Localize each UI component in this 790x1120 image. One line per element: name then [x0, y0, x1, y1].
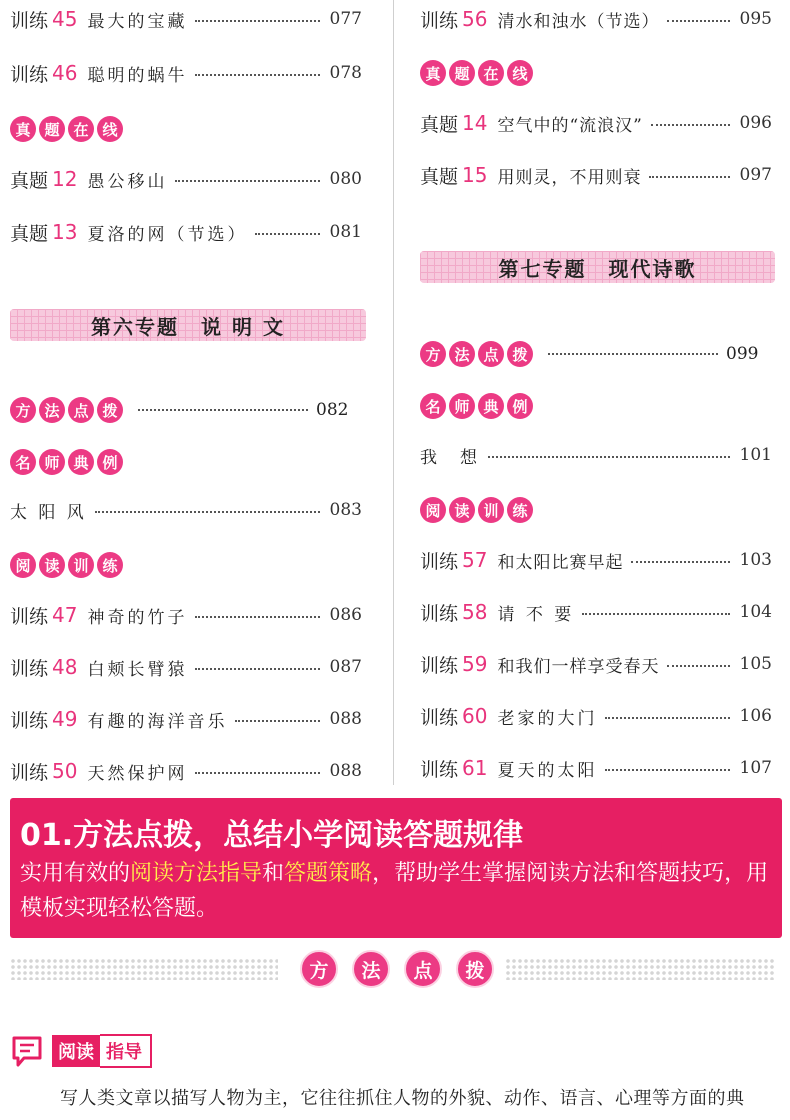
- promo-text: 和: [262, 861, 285, 886]
- entry-label: 训练: [420, 758, 459, 781]
- toc-entry[interactable]: [10, 654, 362, 680]
- entry-number: 48: [52, 655, 78, 679]
- badge-mingshi: [420, 391, 536, 421]
- entry-title: 用则灵，不用则衰: [497, 167, 642, 188]
- toc-entry[interactable]: [420, 162, 772, 188]
- toc-entry[interactable]: [420, 599, 772, 625]
- leader-dots: [235, 720, 320, 722]
- badge-char: 点: [478, 341, 504, 367]
- badge-char: 师: [449, 393, 475, 419]
- entry-page: 078: [329, 63, 362, 83]
- toc-entry[interactable]: [420, 547, 772, 573]
- entry-label: 真题: [420, 165, 459, 188]
- badge-char: 阅: [420, 497, 446, 523]
- entry-number: 61: [462, 756, 488, 780]
- leader-dots: [651, 124, 730, 126]
- badge-char: 例: [507, 393, 533, 419]
- toc-entry[interactable]: [420, 6, 772, 32]
- toc-entry[interactable]: [420, 442, 772, 468]
- entry-number: 59: [462, 652, 488, 676]
- badge-fangfa[interactable]: [420, 339, 758, 369]
- entry-page: 096: [739, 113, 772, 133]
- entry-title: 夏天的太阳: [497, 760, 598, 781]
- badge-zhenti: [10, 114, 126, 144]
- entry-title: 有趣的海洋音乐: [87, 711, 228, 732]
- badge-char: 法: [39, 397, 65, 423]
- promo-description: [20, 856, 780, 926]
- badge-char: 在: [478, 60, 504, 86]
- entry-number: 60: [462, 704, 488, 728]
- leader-dots: [605, 717, 730, 719]
- entry-title: 请 不 要: [497, 604, 575, 625]
- entry-number: 57: [462, 548, 488, 572]
- leader-dots: [195, 74, 320, 76]
- entry-number: 47: [52, 603, 78, 627]
- promo-heading: 01.方法点拨，总结小学阅读答题规律: [20, 818, 524, 853]
- entry-page: 077: [329, 9, 362, 29]
- toc-entry[interactable]: [420, 755, 772, 781]
- entry-page: 099: [726, 344, 759, 364]
- leader-dots: [667, 20, 730, 22]
- badge-char: 真: [420, 60, 446, 86]
- leader-dots: [195, 772, 320, 774]
- entry-page: 083: [329, 500, 362, 520]
- badge-char: 练: [507, 497, 533, 523]
- entry-page: 104: [739, 602, 772, 622]
- toc-entry[interactable]: [10, 166, 362, 192]
- section-banner: 第七专题 现代诗歌: [420, 251, 775, 283]
- entry-page: 105: [739, 654, 772, 674]
- entry-page: 101: [739, 445, 772, 465]
- entry-number: 14: [462, 111, 488, 135]
- entry-page: 106: [739, 706, 772, 726]
- entry-title: 愚公移山: [87, 171, 168, 192]
- entry-title: 老家的大门: [497, 708, 598, 729]
- entry-title: 天然保护网: [87, 763, 188, 784]
- leader-dots: [138, 409, 308, 411]
- entry-title: 太 阳 风: [10, 502, 87, 523]
- toc-entry[interactable]: [10, 60, 362, 86]
- entry-label: 训练: [10, 9, 49, 32]
- entry-page: 095: [739, 9, 772, 29]
- entry-number: 15: [462, 163, 488, 187]
- entry-label: 训练: [10, 761, 49, 784]
- leader-dots: [175, 180, 320, 182]
- leader-dots: [195, 616, 320, 618]
- badge-char: 读: [39, 552, 65, 578]
- entry-title: 神奇的竹子: [87, 607, 188, 628]
- promo-text: ，帮助学生掌握阅读方法和答题技巧，用模板实现轻松答题。: [20, 861, 769, 921]
- toc-entry[interactable]: [10, 6, 362, 32]
- badge-char: 训: [68, 552, 94, 578]
- leader-dots: [255, 233, 320, 235]
- badge-char: 法: [449, 341, 475, 367]
- dot-band-right: [505, 958, 775, 980]
- badge-char: 题: [39, 116, 65, 142]
- badge-char: 方: [420, 341, 446, 367]
- entry-label: 训练: [10, 709, 49, 732]
- badge-char: 题: [449, 60, 475, 86]
- entry-title: 和太阳比赛早起: [497, 552, 624, 573]
- badge-char: 线: [97, 116, 123, 142]
- entry-page: 081: [329, 222, 362, 242]
- guide-label-left: 阅读: [52, 1035, 100, 1067]
- section-header-fangfa: [0, 950, 790, 986]
- badge-char: 真: [10, 116, 36, 142]
- leader-dots: [631, 561, 730, 563]
- section-banner: 第六专题 说 明 文: [10, 309, 366, 341]
- badge-char: 读: [449, 497, 475, 523]
- promo-text: 实用有效的: [20, 861, 131, 886]
- badge-char: 阅: [10, 552, 36, 578]
- badge-fangfa[interactable]: [10, 395, 348, 425]
- entry-label: 训练: [420, 602, 459, 625]
- entry-label: 训练: [10, 63, 49, 86]
- entry-page: 082: [316, 400, 349, 420]
- badge-mingshi: [10, 447, 126, 477]
- badge-char: 点: [404, 950, 442, 988]
- badge-char: 名: [10, 449, 36, 475]
- badge-yuedu: [10, 550, 126, 580]
- badge-char: 典: [478, 393, 504, 419]
- badge-char: 拨: [456, 950, 494, 988]
- leader-dots: [195, 20, 320, 22]
- entry-title: 聪明的蜗牛: [87, 65, 188, 86]
- column-divider: [393, 0, 394, 785]
- entry-title: 我 想: [420, 447, 480, 468]
- entry-title: 夏洛的网（节选）: [87, 224, 248, 245]
- toc-entry[interactable]: [420, 110, 772, 136]
- feature-promo-box: [10, 798, 782, 938]
- leader-dots: [605, 769, 730, 771]
- entry-number: 56: [462, 7, 488, 31]
- badge-char: 线: [507, 60, 533, 86]
- leader-dots: [582, 613, 730, 615]
- entry-number: 50: [52, 759, 78, 783]
- badge-char: 方: [10, 397, 36, 423]
- badge-char: 训: [478, 497, 504, 523]
- entry-label: 训练: [10, 605, 49, 628]
- toc-entry[interactable]: [10, 602, 362, 628]
- entry-title: 最大的宝藏: [87, 11, 188, 32]
- entry-title: 空气中的“流浪汉”: [497, 115, 643, 136]
- entry-label: 训练: [10, 657, 49, 680]
- badge-char: 拨: [507, 341, 533, 367]
- entry-page: 088: [329, 709, 362, 729]
- guide-label-right: 指导: [100, 1034, 152, 1068]
- entry-label: 训练: [420, 706, 459, 729]
- entry-label: 训练: [420, 9, 459, 32]
- leader-dots: [649, 176, 730, 178]
- entry-number: 12: [52, 167, 78, 191]
- entry-title: 清水和浊水（节选）: [497, 11, 660, 32]
- entry-label: 真题: [10, 169, 49, 192]
- leader-dots: [195, 668, 320, 670]
- entry-label: 真题: [10, 222, 49, 245]
- badge-char: 名: [420, 393, 446, 419]
- toc-entry[interactable]: [420, 651, 772, 677]
- toc-entry[interactable]: [420, 703, 772, 729]
- body-paragraph: 写人类文章以描写人物为主，它往往抓住人物的外貌、动作、语言、心理等方面的典: [60, 1088, 745, 1109]
- entry-title: 和我们一样享受春天: [497, 656, 660, 677]
- entry-page: 103: [739, 550, 772, 570]
- entry-title: 白颊长臂猿: [87, 659, 188, 680]
- entry-page: 107: [739, 758, 772, 778]
- badge-yuedu: [420, 495, 536, 525]
- badge-char: 点: [68, 397, 94, 423]
- entry-number: 58: [462, 600, 488, 624]
- badge-char: 拨: [97, 397, 123, 423]
- badge-char: 练: [97, 552, 123, 578]
- leader-dots: [548, 353, 718, 355]
- dot-band-left: [10, 958, 278, 980]
- reading-guide-tag: [10, 1033, 152, 1069]
- toc-entry[interactable]: [10, 706, 362, 732]
- toc-entry[interactable]: [10, 758, 362, 784]
- entry-page: 080: [329, 169, 362, 189]
- badge-char: 方: [300, 950, 338, 988]
- entry-label: 真题: [420, 113, 459, 136]
- entry-number: 13: [52, 220, 78, 244]
- entry-number: 49: [52, 707, 78, 731]
- entry-page: 097: [739, 165, 772, 185]
- entry-page: 088: [329, 761, 362, 781]
- leader-dots: [488, 456, 730, 458]
- badge-char: 法: [352, 950, 390, 988]
- leader-dots: [667, 665, 730, 667]
- badge-zhenti: [420, 58, 536, 88]
- entry-label: 训练: [420, 550, 459, 573]
- toc-entry[interactable]: [10, 497, 362, 523]
- entry-label: 训练: [420, 654, 459, 677]
- badge-char: 在: [68, 116, 94, 142]
- section-badge: [300, 950, 508, 988]
- badge-char: 典: [68, 449, 94, 475]
- promo-highlight: 阅读方法指导: [130, 861, 263, 886]
- badge-char: 例: [97, 449, 123, 475]
- promo-highlight: 答题策略: [284, 861, 373, 886]
- leader-dots: [95, 511, 320, 513]
- badge-char: 师: [39, 449, 65, 475]
- entry-page: 087: [329, 657, 362, 677]
- entry-number: 46: [52, 61, 78, 85]
- guide-label: [52, 1034, 152, 1068]
- entry-page: 086: [329, 605, 362, 625]
- entry-number: 45: [52, 7, 78, 31]
- toc-entry[interactable]: [10, 219, 362, 245]
- chat-bubble-icon: [10, 1034, 44, 1068]
